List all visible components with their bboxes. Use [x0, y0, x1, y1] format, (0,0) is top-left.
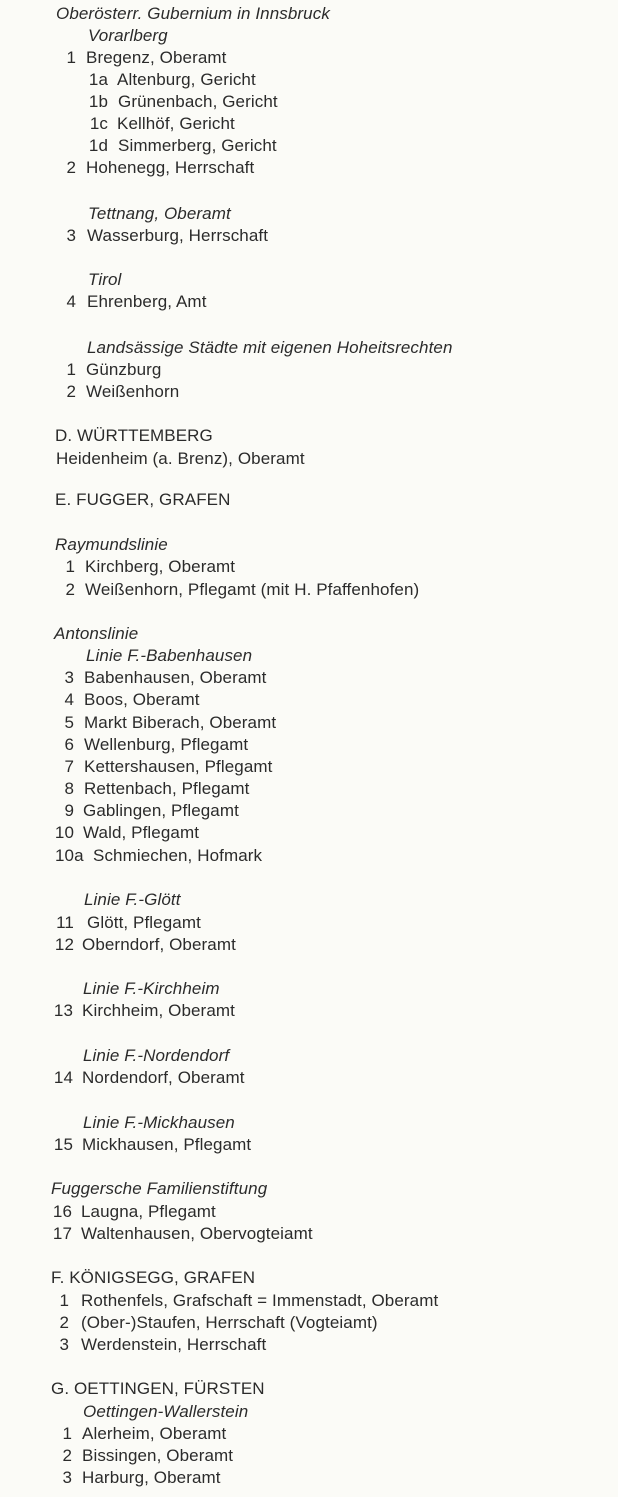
entry-number: 2 — [66, 158, 76, 177]
entry-text: Hohenegg, Herrschaft — [86, 158, 255, 177]
entry-number: 1d — [88, 136, 108, 155]
entry-number: 8 — [64, 779, 74, 798]
entry-text: Oberndorf, Oberamt — [82, 935, 236, 954]
section-heading: Linie F.-Mickhausen — [83, 1113, 235, 1132]
section-heading: Linie F.-Nordendorf — [83, 1046, 230, 1065]
heading-text: E. FUGGER, GRAFEN — [55, 490, 231, 509]
entry-number: 1 — [62, 1424, 72, 1443]
entry-text: Wald, Pflegamt — [83, 823, 200, 842]
entry-text: Wasserburg, Herrschaft — [87, 226, 269, 245]
entry-number: 4 — [64, 690, 74, 709]
section-heading: Linie F.-Glött — [84, 890, 181, 909]
section-heading: Tettnang, Oberamt — [88, 204, 231, 223]
entry-number: 3 — [59, 1335, 69, 1354]
entry-text: Rothenfels, Grafschaft = Immenstadt, Oberamt — [81, 1291, 439, 1310]
entry-number: 1 — [66, 360, 76, 379]
entry-number: 3 — [66, 226, 76, 245]
entry-text: Mickhausen, Pflegamt — [82, 1135, 252, 1154]
section-heading: Landsässige Städte mit eigenen Hoheitsrechten — [87, 338, 453, 357]
entry-text: Werdenstein, Herrschaft — [81, 1335, 267, 1354]
entry-text: Schmiechen, Hofmark — [93, 846, 263, 865]
heading-text: D. WÜRTTEMBERG — [55, 426, 213, 445]
section-heading: Linie F.-Babenhausen — [86, 646, 253, 665]
entry-number: 2 — [65, 580, 75, 599]
entry-number: 5 — [64, 713, 74, 732]
entry-text: Weißenhorn, Pflegamt (mit H. Pfaffenhofen) — [85, 580, 420, 599]
entry-text: Weißenhorn — [86, 382, 180, 401]
entry-text: Rettenbach, Pflegamt — [84, 779, 250, 798]
entry-number: 9 — [64, 801, 74, 820]
entry-number: 10a — [55, 846, 84, 865]
entry-text: Günzburg — [86, 360, 162, 379]
entry-number: 6 — [64, 735, 74, 754]
section-heading: Raymundslinie — [55, 535, 168, 554]
entry-number: 3 — [62, 1468, 72, 1487]
entry-number: 15 — [53, 1135, 73, 1154]
entry-number: 17 — [52, 1224, 72, 1243]
entry-number: 1 — [66, 48, 76, 67]
entry-number: 7 — [64, 757, 74, 776]
entry-text: Simmerberg, Gericht — [118, 136, 277, 155]
heading-text: G. OETTINGEN, FÜRSTEN — [51, 1379, 265, 1398]
entry-text: Wellenburg, Pflegamt — [84, 735, 249, 754]
entry-number: 3 — [64, 668, 74, 687]
entry-number: 1a — [88, 70, 108, 89]
entry-number: 1 — [65, 557, 75, 576]
entry-number: 2 — [66, 382, 76, 401]
entry-text: Babenhausen, Oberamt — [84, 668, 267, 687]
section-heading: Fuggersche Familienstiftung — [51, 1179, 268, 1198]
heading-text: Heidenheim (a. Brenz), Oberamt — [56, 449, 305, 468]
entry-number: 2 — [62, 1446, 72, 1465]
entry-text: Boos, Oberamt — [84, 690, 200, 709]
entry-text: Grünenbach, Gericht — [118, 92, 278, 111]
entry-number: 14 — [53, 1068, 73, 1087]
section-heading: Tirol — [88, 270, 122, 289]
entry-text: Laugna, Pflegamt — [81, 1202, 216, 1221]
entry-number: 1b — [88, 92, 108, 111]
entry-text: Kirchheim, Oberamt — [82, 1001, 235, 1020]
entry-number: 1c — [89, 114, 108, 133]
section-heading: Oettingen-Wallerstein — [83, 1402, 249, 1421]
entry-text: Glött, Pflegamt — [87, 913, 201, 932]
section-heading: Oberösterr. Gubernium in Innsbruck — [56, 4, 330, 23]
entry-text: Waltenhausen, Obervogteiamt — [81, 1224, 313, 1243]
entry-text: Alerheim, Oberamt — [82, 1424, 227, 1443]
entry-number: 11 — [56, 913, 74, 932]
entry-text: Nordendorf, Oberamt — [82, 1068, 245, 1087]
heading-text: F. KÖNIGSEGG, GRAFEN — [51, 1268, 256, 1287]
entry-text: Bissingen, Oberamt — [82, 1446, 234, 1465]
entry-text: (Ober-)Staufen, Herrschaft (Vogteiamt) — [81, 1313, 378, 1332]
entry-number: 1 — [59, 1291, 69, 1310]
section-heading: Vorarlberg — [88, 26, 168, 45]
entry-text: Markt Biberach, Oberamt — [84, 713, 277, 732]
entry-text: Ehrenberg, Amt — [87, 292, 207, 311]
entry-number: 16 — [52, 1202, 72, 1221]
entry-number: 13 — [53, 1001, 73, 1020]
entry-text: Bregenz, Oberamt — [86, 48, 227, 67]
entry-number: 2 — [59, 1313, 69, 1332]
section-heading: Linie F.-Kirchheim — [83, 979, 220, 998]
section-heading: Antonslinie — [54, 624, 139, 643]
entry-text: Gablingen, Pflegamt — [83, 801, 239, 820]
entry-text: Kettershausen, Pflegamt — [84, 757, 273, 776]
entry-text: Harburg, Oberamt — [82, 1468, 221, 1487]
entry-number: 4 — [66, 292, 76, 311]
entry-text: Kellhöf, Gericht — [117, 114, 235, 133]
entry-number: 12 — [54, 935, 74, 954]
entry-text: Kirchberg, Oberamt — [85, 557, 236, 576]
entry-text: Altenburg, Gericht — [117, 70, 256, 89]
entry-number: 10 — [54, 823, 74, 842]
